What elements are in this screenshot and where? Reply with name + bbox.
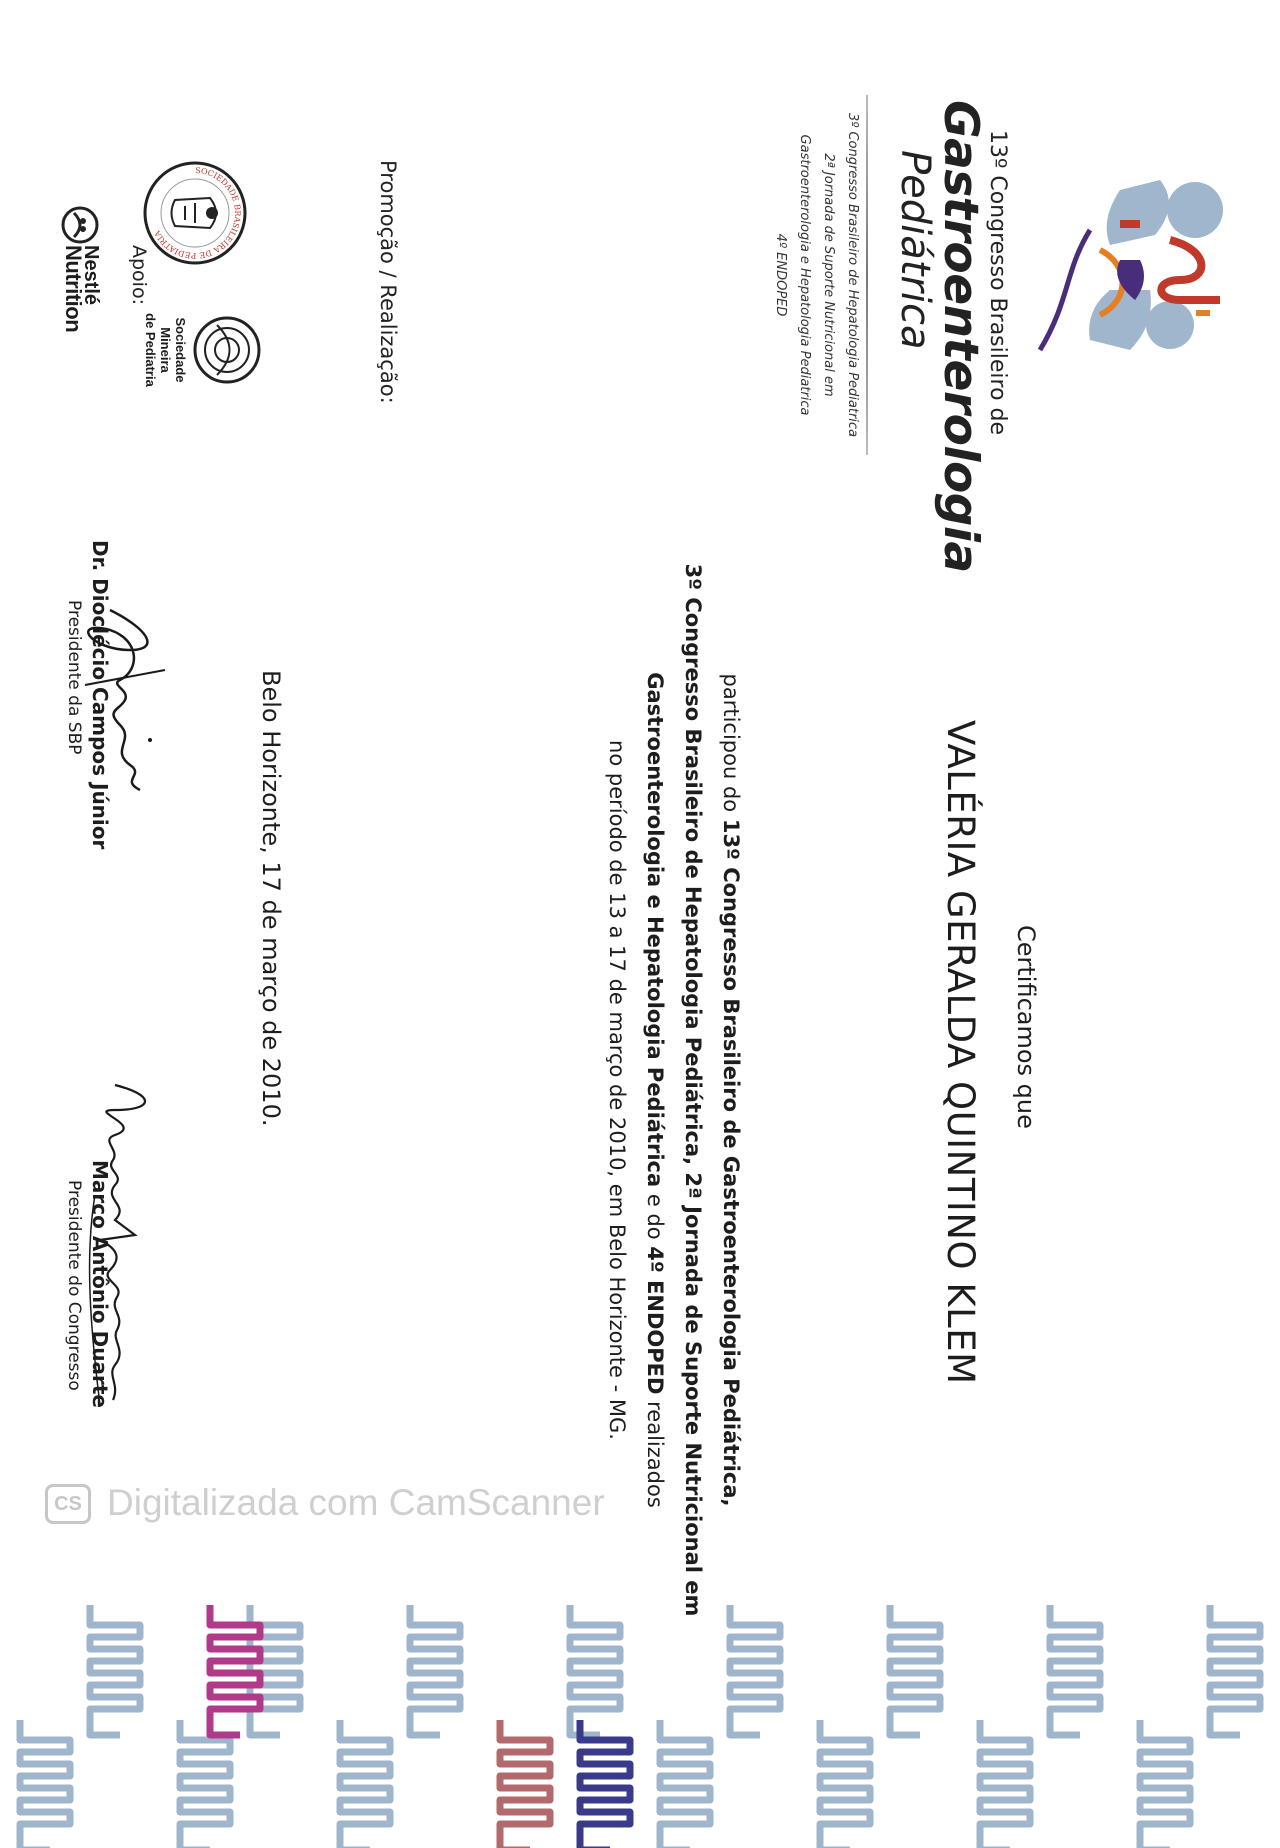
body-text: participou do [719, 673, 743, 819]
congress-title-line2: Gastroenterologia [933, 100, 988, 573]
body-text: realizados [643, 1394, 667, 1508]
camscanner-badge-icon: CS [45, 1484, 91, 1524]
congress-subtitles [768, 95, 864, 455]
signature-2-name: Marco Antônio Duarte [88, 1160, 112, 1408]
subtitle-line: Gastroenterologia e Hepatologia Pediatrica [797, 134, 812, 416]
recipient-name: VALÉRIA GERALDA QUINTINO KLEM [939, 720, 982, 1385]
nestle-logo [61, 245, 102, 333]
signature-1-title: Presidente da SBP [64, 600, 84, 755]
body-bold: 3º Congresso Brasileiro de Hepatologia Pediátrica, 2ª Jornada de Suporte Nutricional em [681, 563, 705, 1617]
subtitle-line: 3º Congresso Brasileiro de Hepatologia Pediatrica [845, 112, 860, 438]
decorative-intestine-pattern [0, 1600, 1280, 1848]
promotion-label: Promoção / Realização: [376, 160, 400, 404]
body-text: e do [643, 1187, 667, 1247]
body-bold: Gastroenterologia e Hepatologia Pediátrica [643, 672, 667, 1188]
signature-2-title: Presidente do Congresso [64, 1180, 84, 1391]
subtitle-line: 4º ENDOPED [773, 233, 788, 317]
certificate-intro: Certificamos que [1012, 925, 1040, 1129]
congress-title-line3: Pediátrica [892, 150, 938, 350]
place-and-date: Belo Horizonte, 17 de março de 2010. [257, 670, 285, 1127]
camscanner-text: Digitalizada com CamScanner [107, 1482, 605, 1523]
support-label: Apoio: [128, 245, 150, 305]
body-line-1 [712, 520, 750, 1660]
body-bold: 13º Congresso Brasileiro de Gastroenterologia Pediátrica, [719, 818, 743, 1507]
camscanner-watermark [45, 1478, 665, 1538]
signature-1-name: Dr. Dioclécio Campos Júnior [88, 540, 112, 850]
sbp-seal-icon [140, 158, 250, 268]
nestle-nest-icon [60, 205, 100, 245]
nestle-line2: Nutrition [61, 245, 86, 333]
smp-name [143, 300, 188, 400]
subtitle-line: 2ª Jornada de Suporte Nutricional em [821, 153, 836, 397]
congress-logo-icon [1020, 150, 1250, 380]
logo-divider [866, 95, 868, 455]
nestle-line1: Nestlé [80, 245, 102, 306]
congress-title-line1: 13º Congresso Brasileiro de [985, 130, 1010, 436]
body-line-2 [674, 520, 712, 1660]
sbp-seal-text: SOCIEDADE BRASILEIRA DE PEDIATRIA [152, 165, 243, 261]
body-line-4: no período de 13 a 17 de março de 2010, em Belo Horizonte - MG. [605, 740, 629, 1440]
smp-logo-icon [192, 315, 262, 385]
body-bold: 4º ENDOPED [643, 1246, 667, 1395]
smp-line1: Sociedade Mineira [158, 317, 188, 383]
smp-line2: de Pediatria [143, 313, 158, 387]
